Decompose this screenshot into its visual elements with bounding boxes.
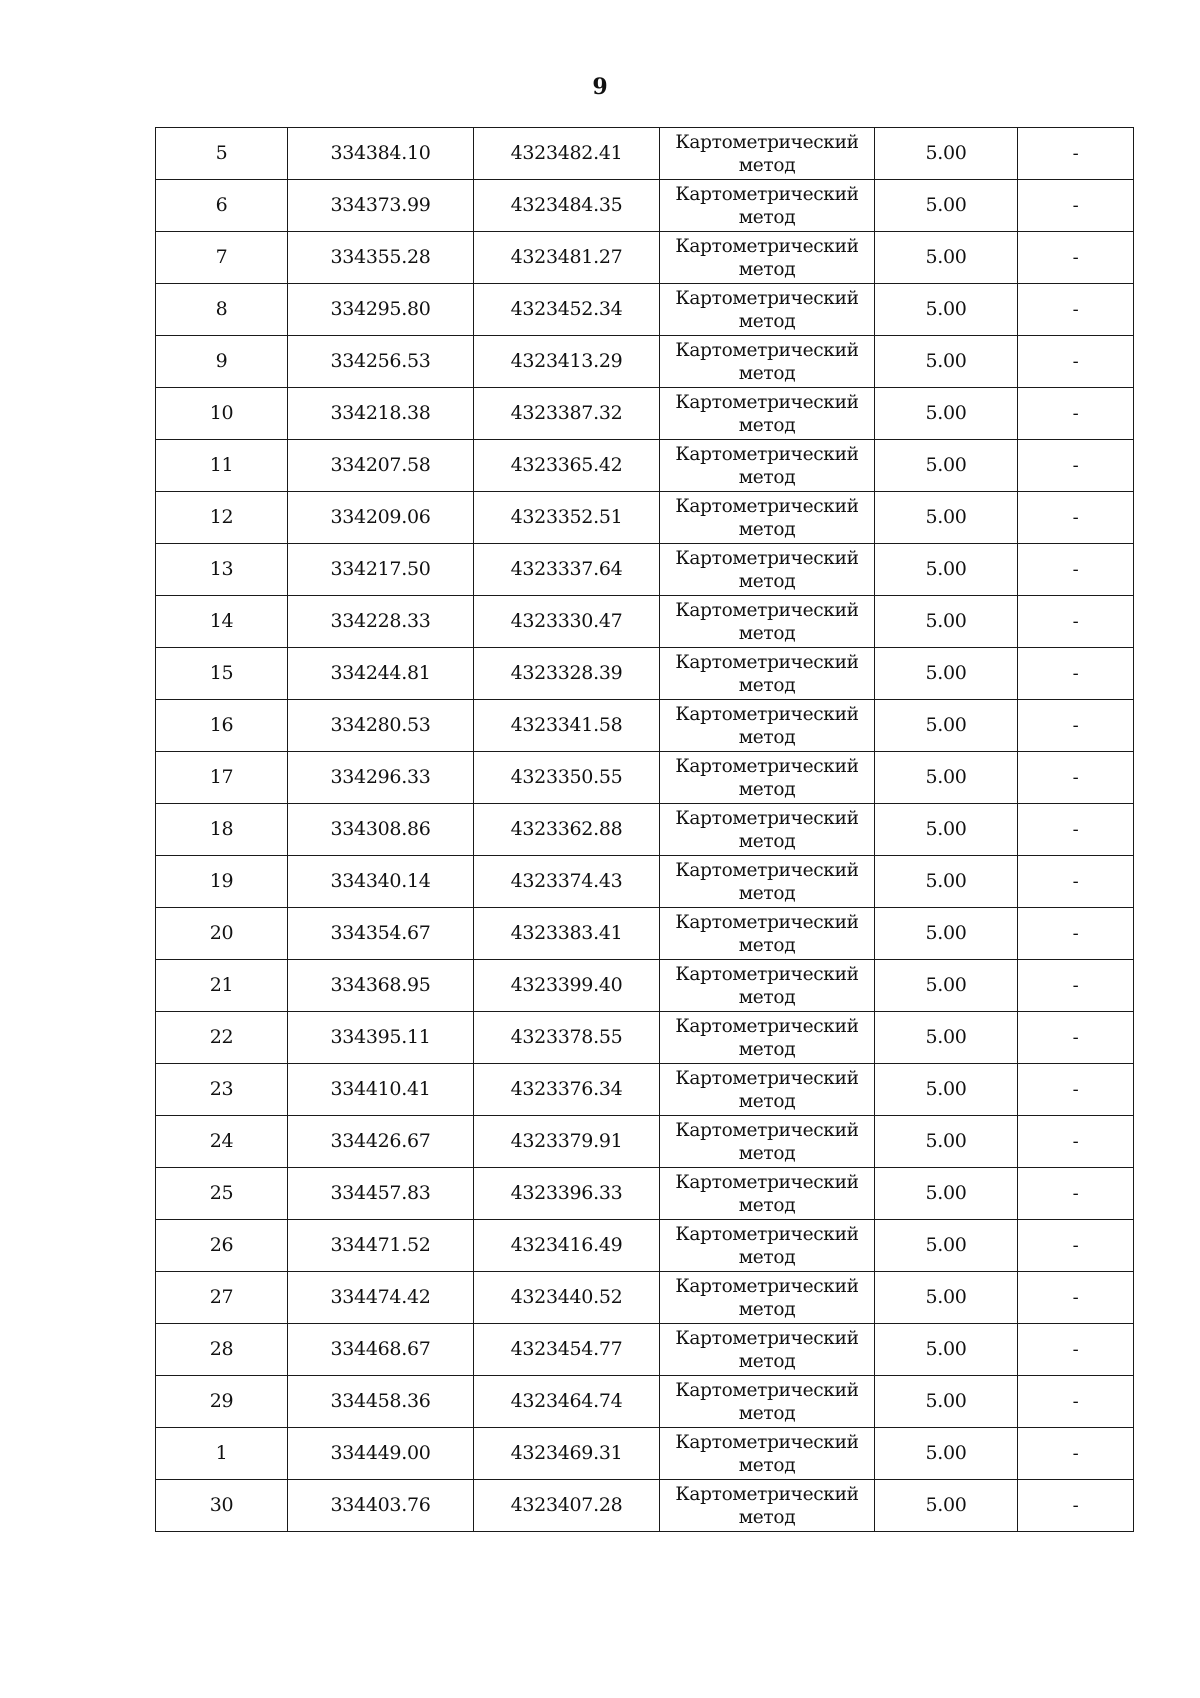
cell-y: 4323482.41	[474, 128, 660, 180]
cell-point: 11	[156, 440, 288, 492]
cell-point: 17	[156, 752, 288, 804]
cell-accuracy: 5.00	[875, 1116, 1018, 1168]
cell-y: 4323387.32	[474, 388, 660, 440]
cell-x: 334280.53	[288, 700, 474, 752]
cell-method: Картометрический метод	[660, 440, 875, 492]
table-row	[156, 232, 1134, 284]
cell-note: -	[1018, 1272, 1134, 1324]
cell-accuracy: 5.00	[875, 1272, 1018, 1324]
cell-accuracy: 5.00	[875, 1168, 1018, 1220]
cell-point: 16	[156, 700, 288, 752]
cell-point: 10	[156, 388, 288, 440]
cell-accuracy: 5.00	[875, 1324, 1018, 1376]
cell-x: 334373.99	[288, 180, 474, 232]
table-row	[156, 1220, 1134, 1272]
cell-y: 4323469.31	[474, 1428, 660, 1480]
table-row	[156, 1116, 1134, 1168]
table-body	[156, 128, 1134, 1532]
cell-point: 27	[156, 1272, 288, 1324]
cell-y: 4323365.42	[474, 440, 660, 492]
cell-y: 4323330.47	[474, 596, 660, 648]
cell-accuracy: 5.00	[875, 180, 1018, 232]
cell-y: 4323376.34	[474, 1064, 660, 1116]
cell-point: 5	[156, 128, 288, 180]
cell-note: -	[1018, 1324, 1134, 1376]
cell-method: Картометрический метод	[660, 804, 875, 856]
cell-method: Картометрический метод	[660, 596, 875, 648]
cell-x: 334368.95	[288, 960, 474, 1012]
cell-accuracy: 5.00	[875, 128, 1018, 180]
cell-x: 334355.28	[288, 232, 474, 284]
cell-method: Картометрический метод	[660, 1480, 875, 1532]
cell-point: 25	[156, 1168, 288, 1220]
cell-point: 13	[156, 544, 288, 596]
cell-y: 4323396.33	[474, 1168, 660, 1220]
cell-point: 12	[156, 492, 288, 544]
cell-method: Картометрический метод	[660, 232, 875, 284]
page-number: 9	[592, 74, 608, 100]
table-row	[156, 336, 1134, 388]
cell-accuracy: 5.00	[875, 700, 1018, 752]
cell-note: -	[1018, 336, 1134, 388]
table-row	[156, 1428, 1134, 1480]
cell-y: 4323407.28	[474, 1480, 660, 1532]
cell-x: 334395.11	[288, 1012, 474, 1064]
cell-y: 4323399.40	[474, 960, 660, 1012]
cell-y: 4323416.49	[474, 1220, 660, 1272]
cell-point: 26	[156, 1220, 288, 1272]
cell-y: 4323383.41	[474, 908, 660, 960]
cell-point: 18	[156, 804, 288, 856]
cell-accuracy: 5.00	[875, 492, 1018, 544]
table-row	[156, 752, 1134, 804]
cell-point: 30	[156, 1480, 288, 1532]
cell-method: Картометрический метод	[660, 908, 875, 960]
cell-x: 334410.41	[288, 1064, 474, 1116]
cell-x: 334209.06	[288, 492, 474, 544]
cell-note: -	[1018, 648, 1134, 700]
cell-x: 334308.86	[288, 804, 474, 856]
cell-accuracy: 5.00	[875, 1012, 1018, 1064]
cell-note: -	[1018, 960, 1134, 1012]
cell-note: -	[1018, 856, 1134, 908]
cell-x: 334468.67	[288, 1324, 474, 1376]
cell-point: 7	[156, 232, 288, 284]
cell-method: Картометрический метод	[660, 1272, 875, 1324]
cell-accuracy: 5.00	[875, 648, 1018, 700]
cell-note: -	[1018, 1480, 1134, 1532]
cell-method: Картометрический метод	[660, 1428, 875, 1480]
cell-method: Картометрический метод	[660, 284, 875, 336]
table-row	[156, 1376, 1134, 1428]
cell-note: -	[1018, 544, 1134, 596]
cell-y: 4323337.64	[474, 544, 660, 596]
cell-point: 22	[156, 1012, 288, 1064]
cell-x: 334384.10	[288, 128, 474, 180]
cell-note: -	[1018, 1220, 1134, 1272]
cell-method: Картометрический метод	[660, 1220, 875, 1272]
cell-x: 334458.36	[288, 1376, 474, 1428]
cell-note: -	[1018, 1376, 1134, 1428]
cell-method: Картометрический метод	[660, 544, 875, 596]
cell-x: 334457.83	[288, 1168, 474, 1220]
cell-x: 334403.76	[288, 1480, 474, 1532]
table-row	[156, 492, 1134, 544]
cell-x: 334474.42	[288, 1272, 474, 1324]
cell-accuracy: 5.00	[875, 1428, 1018, 1480]
cell-x: 334340.14	[288, 856, 474, 908]
cell-note: -	[1018, 700, 1134, 752]
cell-method: Картометрический метод	[660, 492, 875, 544]
cell-note: -	[1018, 752, 1134, 804]
cell-x: 334207.58	[288, 440, 474, 492]
cell-y: 4323464.74	[474, 1376, 660, 1428]
cell-y: 4323341.58	[474, 700, 660, 752]
cell-method: Картометрический метод	[660, 336, 875, 388]
cell-x: 334449.00	[288, 1428, 474, 1480]
cell-y: 4323454.77	[474, 1324, 660, 1376]
cell-method: Картометрический метод	[660, 128, 875, 180]
table-row	[156, 1064, 1134, 1116]
cell-y: 4323374.43	[474, 856, 660, 908]
cell-point: 28	[156, 1324, 288, 1376]
cell-method: Картометрический метод	[660, 752, 875, 804]
cell-x: 334228.33	[288, 596, 474, 648]
cell-accuracy: 5.00	[875, 908, 1018, 960]
cell-method: Картометрический метод	[660, 1012, 875, 1064]
cell-method: Картометрический метод	[660, 1116, 875, 1168]
cell-point: 14	[156, 596, 288, 648]
cell-point: 24	[156, 1116, 288, 1168]
table-row	[156, 596, 1134, 648]
table-row	[156, 856, 1134, 908]
cell-note: -	[1018, 1168, 1134, 1220]
table-row	[156, 804, 1134, 856]
cell-method: Картометрический метод	[660, 856, 875, 908]
cell-point: 21	[156, 960, 288, 1012]
cell-note: -	[1018, 804, 1134, 856]
cell-accuracy: 5.00	[875, 336, 1018, 388]
cell-note: -	[1018, 1428, 1134, 1480]
table-row	[156, 1480, 1134, 1532]
cell-note: -	[1018, 908, 1134, 960]
cell-method: Картометрический метод	[660, 700, 875, 752]
cell-x: 334426.67	[288, 1116, 474, 1168]
cell-x: 334296.33	[288, 752, 474, 804]
cell-accuracy: 5.00	[875, 752, 1018, 804]
cell-note: -	[1018, 1012, 1134, 1064]
cell-accuracy: 5.00	[875, 1220, 1018, 1272]
cell-note: -	[1018, 492, 1134, 544]
coordinates-table	[155, 127, 1134, 1532]
cell-accuracy: 5.00	[875, 284, 1018, 336]
cell-method: Картометрический метод	[660, 388, 875, 440]
cell-point: 9	[156, 336, 288, 388]
cell-method: Картометрический метод	[660, 180, 875, 232]
cell-point: 1	[156, 1428, 288, 1480]
table-row	[156, 440, 1134, 492]
cell-point: 6	[156, 180, 288, 232]
cell-x: 334295.80	[288, 284, 474, 336]
cell-accuracy: 5.00	[875, 596, 1018, 648]
cell-point: 23	[156, 1064, 288, 1116]
table-row	[156, 1012, 1134, 1064]
cell-note: -	[1018, 596, 1134, 648]
cell-y: 4323378.55	[474, 1012, 660, 1064]
table-row	[156, 1324, 1134, 1376]
cell-accuracy: 5.00	[875, 1064, 1018, 1116]
table-row	[156, 1168, 1134, 1220]
cell-note: -	[1018, 232, 1134, 284]
cell-y: 4323379.91	[474, 1116, 660, 1168]
table-row	[156, 700, 1134, 752]
cell-point: 19	[156, 856, 288, 908]
cell-note: -	[1018, 284, 1134, 336]
cell-y: 4323484.35	[474, 180, 660, 232]
table-row	[156, 180, 1134, 232]
cell-y: 4323452.34	[474, 284, 660, 336]
cell-accuracy: 5.00	[875, 804, 1018, 856]
table-row	[156, 284, 1134, 336]
cell-y: 4323362.88	[474, 804, 660, 856]
cell-note: -	[1018, 440, 1134, 492]
table-row	[156, 388, 1134, 440]
cell-y: 4323440.52	[474, 1272, 660, 1324]
cell-point: 20	[156, 908, 288, 960]
cell-y: 4323328.39	[474, 648, 660, 700]
cell-point: 15	[156, 648, 288, 700]
cell-note: -	[1018, 128, 1134, 180]
cell-x: 334256.53	[288, 336, 474, 388]
cell-accuracy: 5.00	[875, 544, 1018, 596]
cell-accuracy: 5.00	[875, 1376, 1018, 1428]
cell-note: -	[1018, 388, 1134, 440]
cell-point: 29	[156, 1376, 288, 1428]
table-row	[156, 1272, 1134, 1324]
cell-accuracy: 5.00	[875, 856, 1018, 908]
cell-y: 4323413.29	[474, 336, 660, 388]
cell-point: 8	[156, 284, 288, 336]
table-row	[156, 544, 1134, 596]
cell-method: Картометрический метод	[660, 648, 875, 700]
cell-accuracy: 5.00	[875, 232, 1018, 284]
cell-x: 334354.67	[288, 908, 474, 960]
table-row	[156, 960, 1134, 1012]
cell-y: 4323352.51	[474, 492, 660, 544]
cell-x: 334471.52	[288, 1220, 474, 1272]
cell-y: 4323350.55	[474, 752, 660, 804]
cell-x: 334244.81	[288, 648, 474, 700]
cell-note: -	[1018, 1116, 1134, 1168]
cell-accuracy: 5.00	[875, 1480, 1018, 1532]
cell-method: Картометрический метод	[660, 960, 875, 1012]
table-row	[156, 908, 1134, 960]
cell-note: -	[1018, 1064, 1134, 1116]
cell-method: Картометрический метод	[660, 1064, 875, 1116]
cell-method: Картометрический метод	[660, 1376, 875, 1428]
cell-x: 334217.50	[288, 544, 474, 596]
cell-x: 334218.38	[288, 388, 474, 440]
table-row	[156, 648, 1134, 700]
cell-accuracy: 5.00	[875, 960, 1018, 1012]
cell-accuracy: 5.00	[875, 388, 1018, 440]
cell-accuracy: 5.00	[875, 440, 1018, 492]
cell-method: Картометрический метод	[660, 1168, 875, 1220]
cell-y: 4323481.27	[474, 232, 660, 284]
table-row	[156, 128, 1134, 180]
cell-method: Картометрический метод	[660, 1324, 875, 1376]
cell-note: -	[1018, 180, 1134, 232]
